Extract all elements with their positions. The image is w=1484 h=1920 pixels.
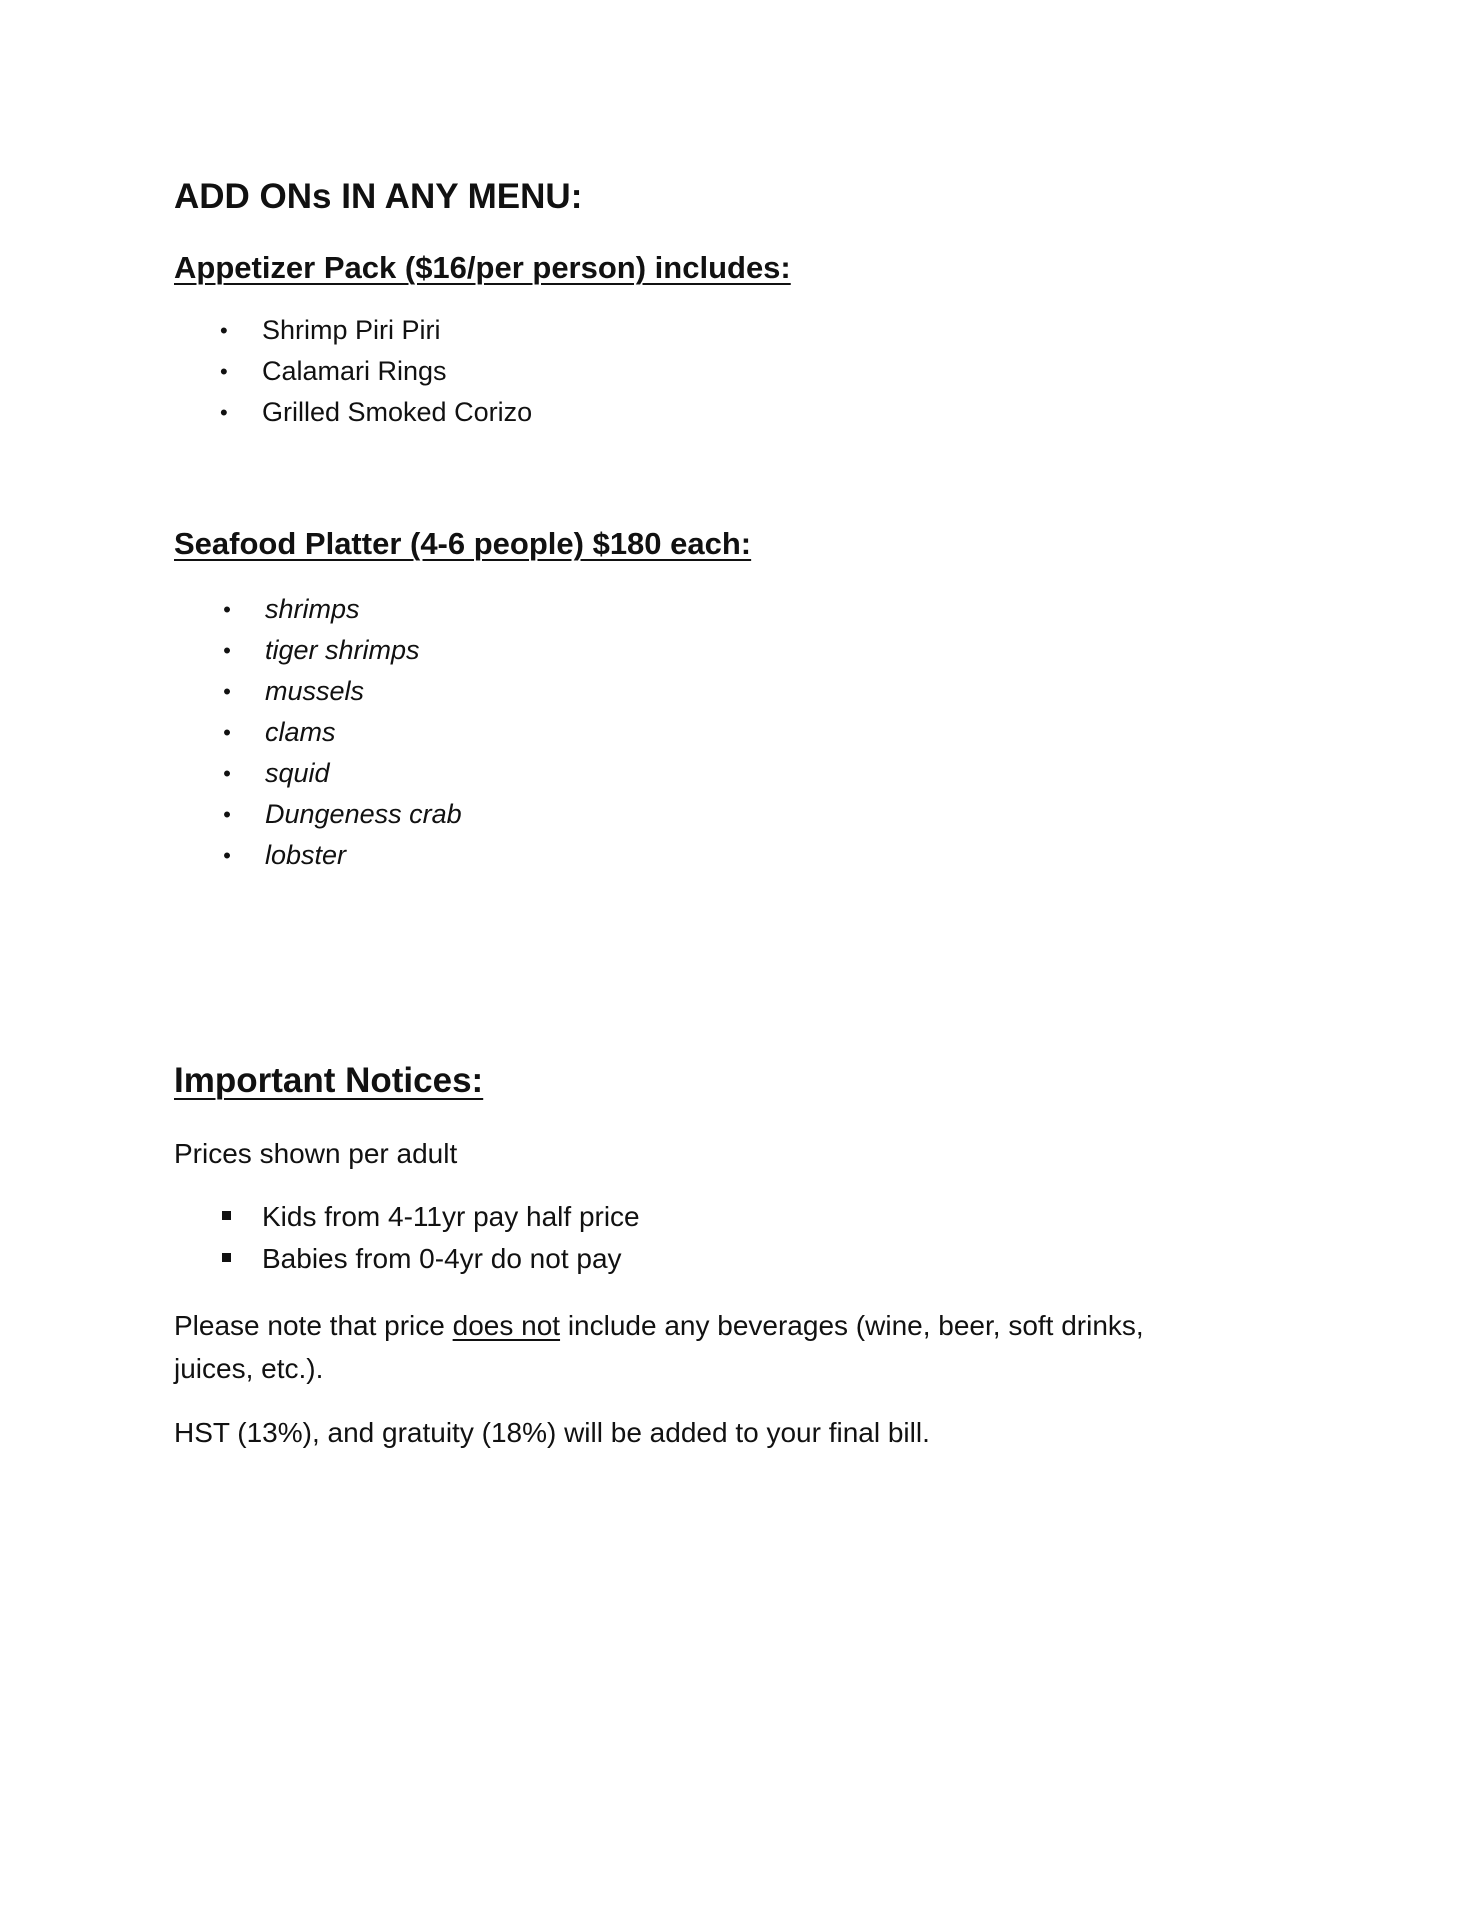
list-item: Babies from 0-4yr do not pay [262, 1238, 640, 1280]
bullet-icon: • [223, 597, 231, 622]
list-item: • squid [265, 753, 462, 794]
seafood-list [223, 589, 462, 876]
notices-list [262, 1196, 640, 1280]
page-title: ADD ONs IN ANY MENU: [174, 177, 583, 216]
bullet-icon: • [223, 843, 231, 868]
bullet-icon: • [223, 761, 231, 786]
prices-line: Prices shown per adult [174, 1138, 458, 1169]
bullet-icon: • [220, 318, 228, 343]
bullet-icon: • [220, 359, 228, 384]
list-item: • Calamari Rings [262, 351, 532, 392]
beverage-note: Please note that price does not include any beverages (wine, beer, soft drinks, [174, 1310, 1144, 1341]
bullet-icon: • [223, 802, 231, 827]
notices-heading: Important Notices: [174, 1061, 484, 1100]
list-item: • shrimps [265, 589, 462, 630]
list-item: • Dungeness crab [265, 794, 462, 835]
list-item: • Grilled Smoked Corizo [262, 392, 532, 433]
square-bullet-icon [222, 1211, 231, 1220]
tax-note: HST (13%), and gratuity (18%) will be added to your final bill. [174, 1417, 930, 1448]
list-item: • mussels [265, 671, 462, 712]
list-item: • clams [265, 712, 462, 753]
list-item: • lobster [265, 835, 462, 876]
emphasis-text: does not [452, 1310, 561, 1341]
bullet-icon: • [220, 400, 228, 425]
list-item: • Shrimp Piri Piri [262, 310, 532, 351]
beverage-note-continued: juices, etc.). [174, 1353, 324, 1384]
list-item: Kids from 4-11yr pay half price [262, 1196, 640, 1238]
list-item: • tiger shrimps [265, 630, 462, 671]
bullet-icon: • [223, 679, 231, 704]
appetizer-list [220, 310, 533, 433]
bullet-icon: • [223, 720, 231, 745]
seafood-heading: Seafood Platter (4-6 people) $180 each: [174, 526, 752, 561]
bullet-icon: • [223, 638, 231, 663]
appetizer-heading: Appetizer Pack ($16/per person) includes: [174, 250, 791, 285]
square-bullet-icon [222, 1253, 231, 1262]
